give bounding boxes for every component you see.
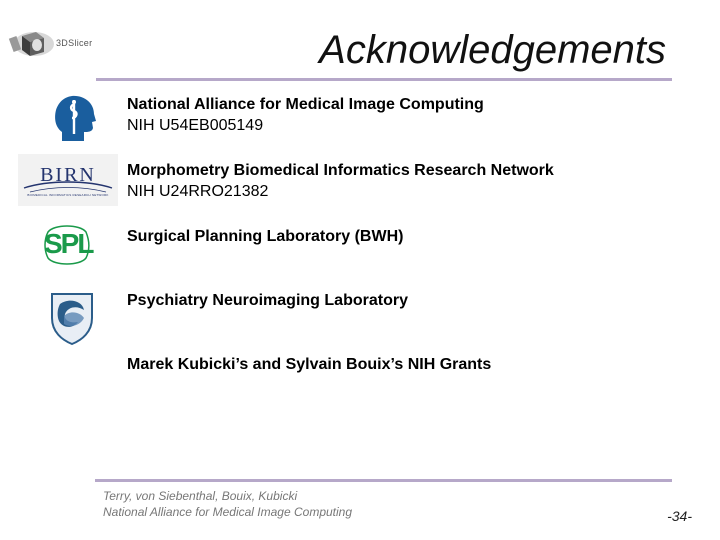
acknowledgement-birn <box>127 160 554 202</box>
footer-organization: National Alliance for Medical Image Computing <box>103 505 353 519</box>
ack-birn-grant: NIH U24RRO21382 <box>127 183 269 200</box>
page-number: -34- <box>667 508 692 524</box>
shield-logo <box>48 290 96 351</box>
acknowledgement-grants <box>127 354 491 375</box>
spl-logo <box>44 222 93 268</box>
footer-authors: Terry, von Siebenthal, Bouix, Kubicki <box>103 489 298 503</box>
footer <box>103 488 352 520</box>
birn-logo <box>18 154 118 206</box>
page-title: Acknowledgements <box>319 28 666 72</box>
ack-grants-name: Marek Kubicki’s and Sylvain Bouix’s NIH Grants <box>127 356 492 373</box>
namic-head-icon <box>52 94 100 149</box>
ack-birn-name: Morphometry Biomedical Informatics Research Network <box>127 162 554 179</box>
title-divider <box>96 78 672 81</box>
ack-namic-grant: NIH U54EB005149 <box>127 117 264 134</box>
birn-logo-subtext: BIOMEDICAL INFORMATICS RESEARCH NETWORK <box>27 193 109 197</box>
3dslicer-logo-text: 3DSlicer <box>56 38 93 48</box>
ack-pnl-name: Psychiatry Neuroimaging Laboratory <box>127 292 408 309</box>
ack-namic-name: National Alliance for Medical Image Computing <box>127 96 484 113</box>
acknowledgement-spl <box>127 226 403 247</box>
3dslicer-cube-icon <box>8 26 56 62</box>
3dslicer-logo <box>8 26 108 62</box>
acknowledgement-pnl <box>127 290 408 311</box>
ack-spl-name: Surgical Planning Laboratory (BWH) <box>127 228 404 245</box>
spl-logo-text: SPL <box>44 228 93 259</box>
birn-logo-text: BIRN <box>40 164 96 186</box>
footer-divider <box>95 479 672 482</box>
acknowledgement-namic <box>127 94 484 136</box>
